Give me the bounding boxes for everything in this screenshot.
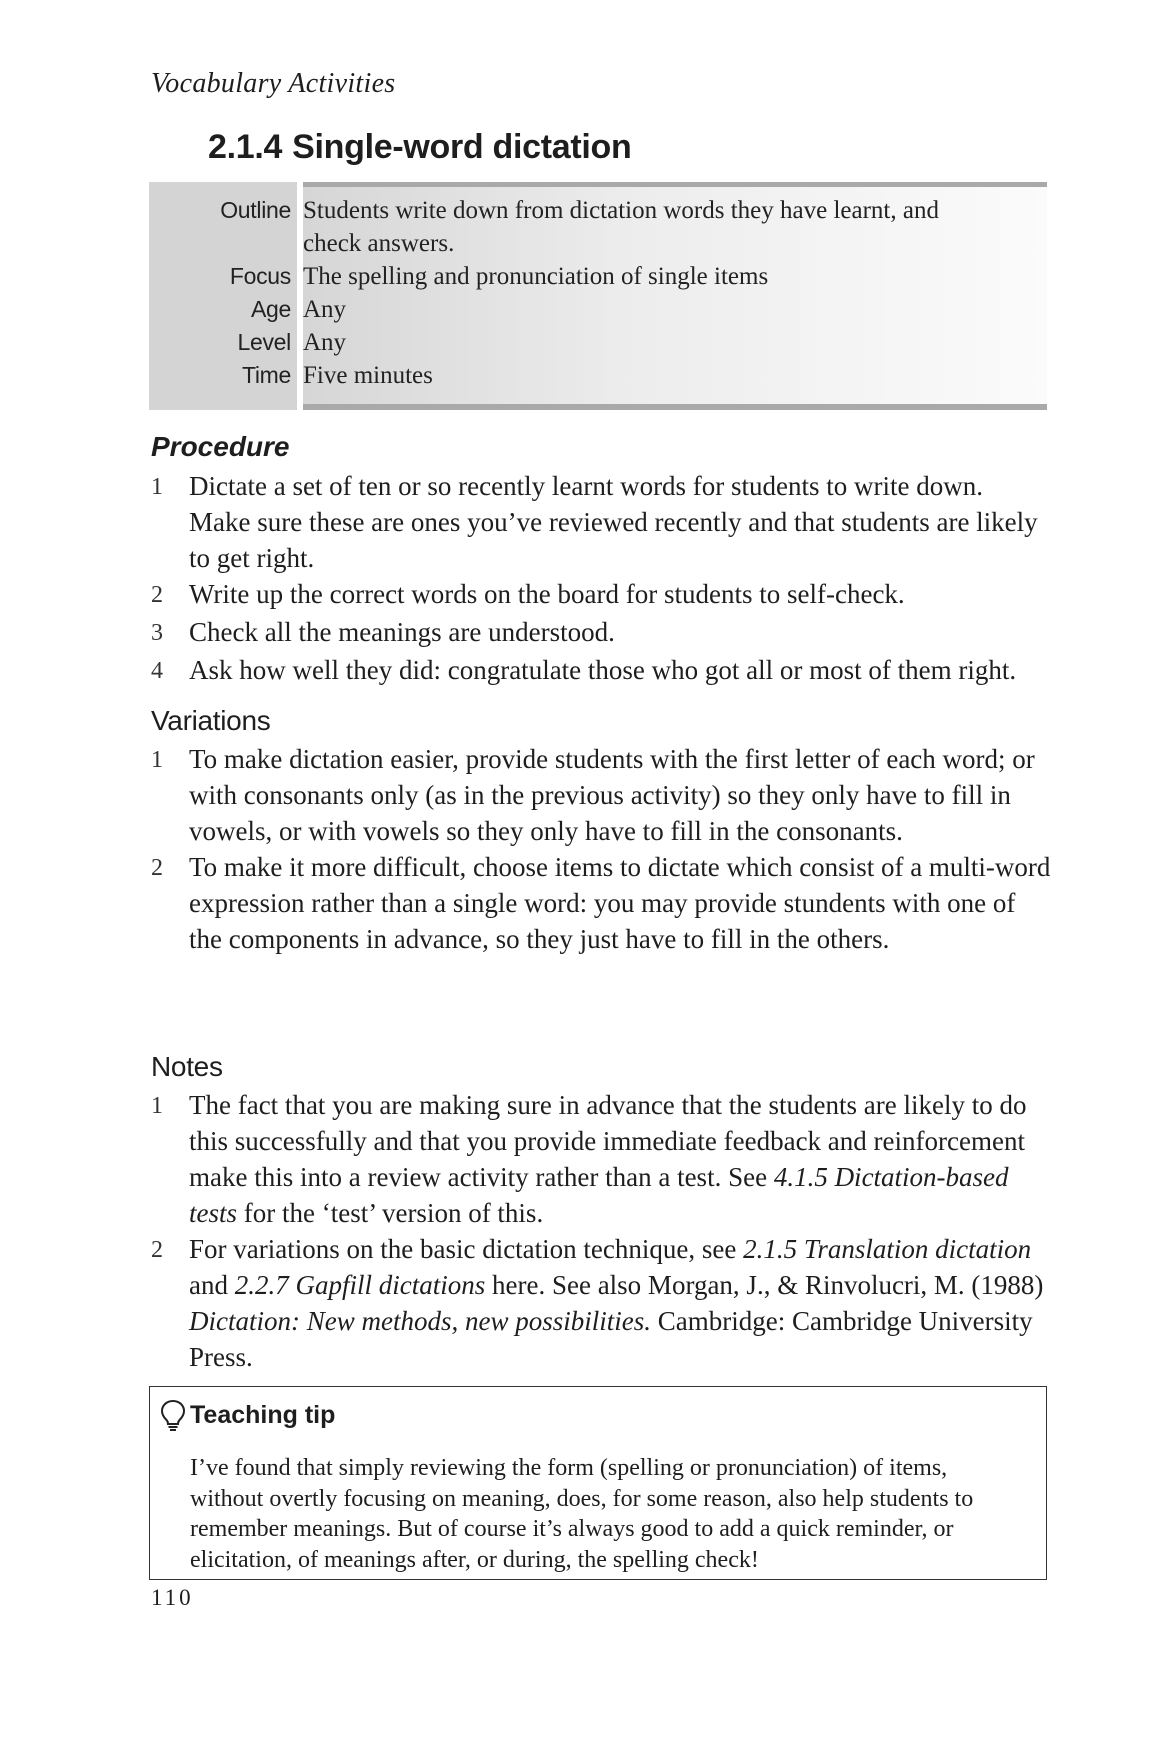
time-label: Time — [241, 362, 291, 388]
teaching-tip-box — [149, 1386, 1047, 1580]
item-text — [189, 1087, 1051, 1231]
notes-list — [151, 1087, 1051, 1375]
cross-reference: 2.1.5 Translation dictation — [743, 1234, 1032, 1264]
list-item — [151, 652, 1051, 690]
list-item — [151, 741, 1051, 849]
age-value: Any — [303, 296, 347, 323]
cross-reference: 4.1.5 Dictation-based tests — [189, 1162, 1009, 1228]
item-number: 1 — [151, 474, 163, 500]
item-text: Dictate a set of ten or so recently learnt words for students to write down. Make sure these are ones you’ve reviewed recently and that students are likely to get right. — [189, 471, 1038, 573]
list-item — [151, 1231, 1051, 1375]
running-head: Vocabulary Activities — [151, 68, 396, 99]
note-text: here. See also Morgan, J., & Rinvolucri, M. (1988) — [485, 1270, 1044, 1300]
item-number: 2 — [151, 1237, 163, 1263]
notes-heading: Notes — [151, 1051, 223, 1082]
item-number: 2 — [151, 582, 163, 608]
teaching-tip-title: Teaching tip — [190, 1401, 336, 1429]
list-item — [151, 614, 1051, 652]
focus-value: The spelling and pronunciation of single items — [303, 263, 769, 290]
item-text: Check all the meanings are understood. — [189, 617, 615, 647]
item-text — [189, 1231, 1051, 1375]
section-number: 2.1.4 — [208, 128, 283, 166]
variations-heading: Variations — [151, 705, 271, 736]
note-text: For variations on the basic dictation technique, see — [189, 1234, 744, 1264]
list-item — [151, 576, 1051, 614]
list-item — [151, 1087, 1051, 1231]
book-title: Dictation: New methods, new possibilities. — [189, 1306, 651, 1336]
time-value: Five minutes — [303, 362, 433, 389]
procedure-list — [151, 468, 1051, 690]
list-item — [151, 849, 1051, 957]
variations-list — [151, 741, 1051, 957]
outline-row — [149, 260, 1047, 293]
outline-row — [149, 359, 1047, 392]
item-number: 2 — [151, 855, 163, 881]
item-text: Write up the correct words on the board for students to self-check. — [189, 579, 905, 609]
note-text: for the ‘test’ version of this. — [237, 1198, 544, 1228]
outline-top-rule — [303, 182, 1047, 187]
item-number: 1 — [151, 747, 163, 773]
section-title-text: Single-word dictation — [292, 128, 632, 166]
level-label: Level — [237, 329, 291, 355]
note-text: Cambridge: Cambridge University Press. — [189, 1306, 1033, 1372]
item-number: 1 — [151, 1093, 163, 1119]
list-item — [151, 468, 1051, 576]
age-label: Age — [250, 296, 291, 322]
note-text: The fact that you are making sure in advance that the students are likely to do this successfully and that you provide immediate feedback and reinforcement make this into a review activity rather than a test. See — [189, 1090, 1027, 1192]
page-number: 110 — [151, 1585, 194, 1610]
section-title — [208, 128, 632, 167]
procedure-heading: Procedure — [151, 431, 290, 462]
item-text: To make it more difficult, choose items to dictate which consist of a multi-word expression rather than a single word: you may provide stundents with one of the components in advance, so they just have to fill in the others. — [189, 852, 1051, 954]
focus-label: Focus — [229, 263, 291, 289]
note-text: and — [189, 1270, 235, 1300]
outline-row — [149, 194, 1047, 260]
outline-row — [149, 293, 1047, 326]
outline-box — [149, 182, 1047, 410]
item-text: Ask how well they did: congratulate those who got all or most of them right. — [189, 655, 1017, 685]
item-number: 4 — [151, 658, 163, 684]
item-text: To make dictation easier, provide students with the first letter of each word; or with consonants only (as in the previous activity) so they only have to fill in vowels, or with vowels so they only have to fill in the consonants. — [189, 744, 1035, 846]
outline-value: Students write down from dictation words they have learnt, and check answers. — [303, 197, 939, 257]
outline-label: Outline — [220, 197, 291, 223]
outline-row — [149, 326, 1047, 359]
cross-reference: 2.2.7 Gapfill dictations — [234, 1270, 486, 1300]
teaching-tip-text: I’ve found that simply reviewing the form (spelling or pronunciation) of items, without overtly focusing on meaning, does, for some reason, also help students to remember meanings. But of course it’s always good to add a quick reminder, or elicitation, of meanings after, or during, the spelling check! — [190, 1455, 974, 1573]
outline-bottom-rule — [303, 404, 1047, 410]
outline-rows — [149, 194, 1047, 392]
level-value: Any — [303, 329, 347, 356]
lightbulb-icon — [160, 1399, 186, 1433]
item-number: 3 — [151, 620, 163, 646]
